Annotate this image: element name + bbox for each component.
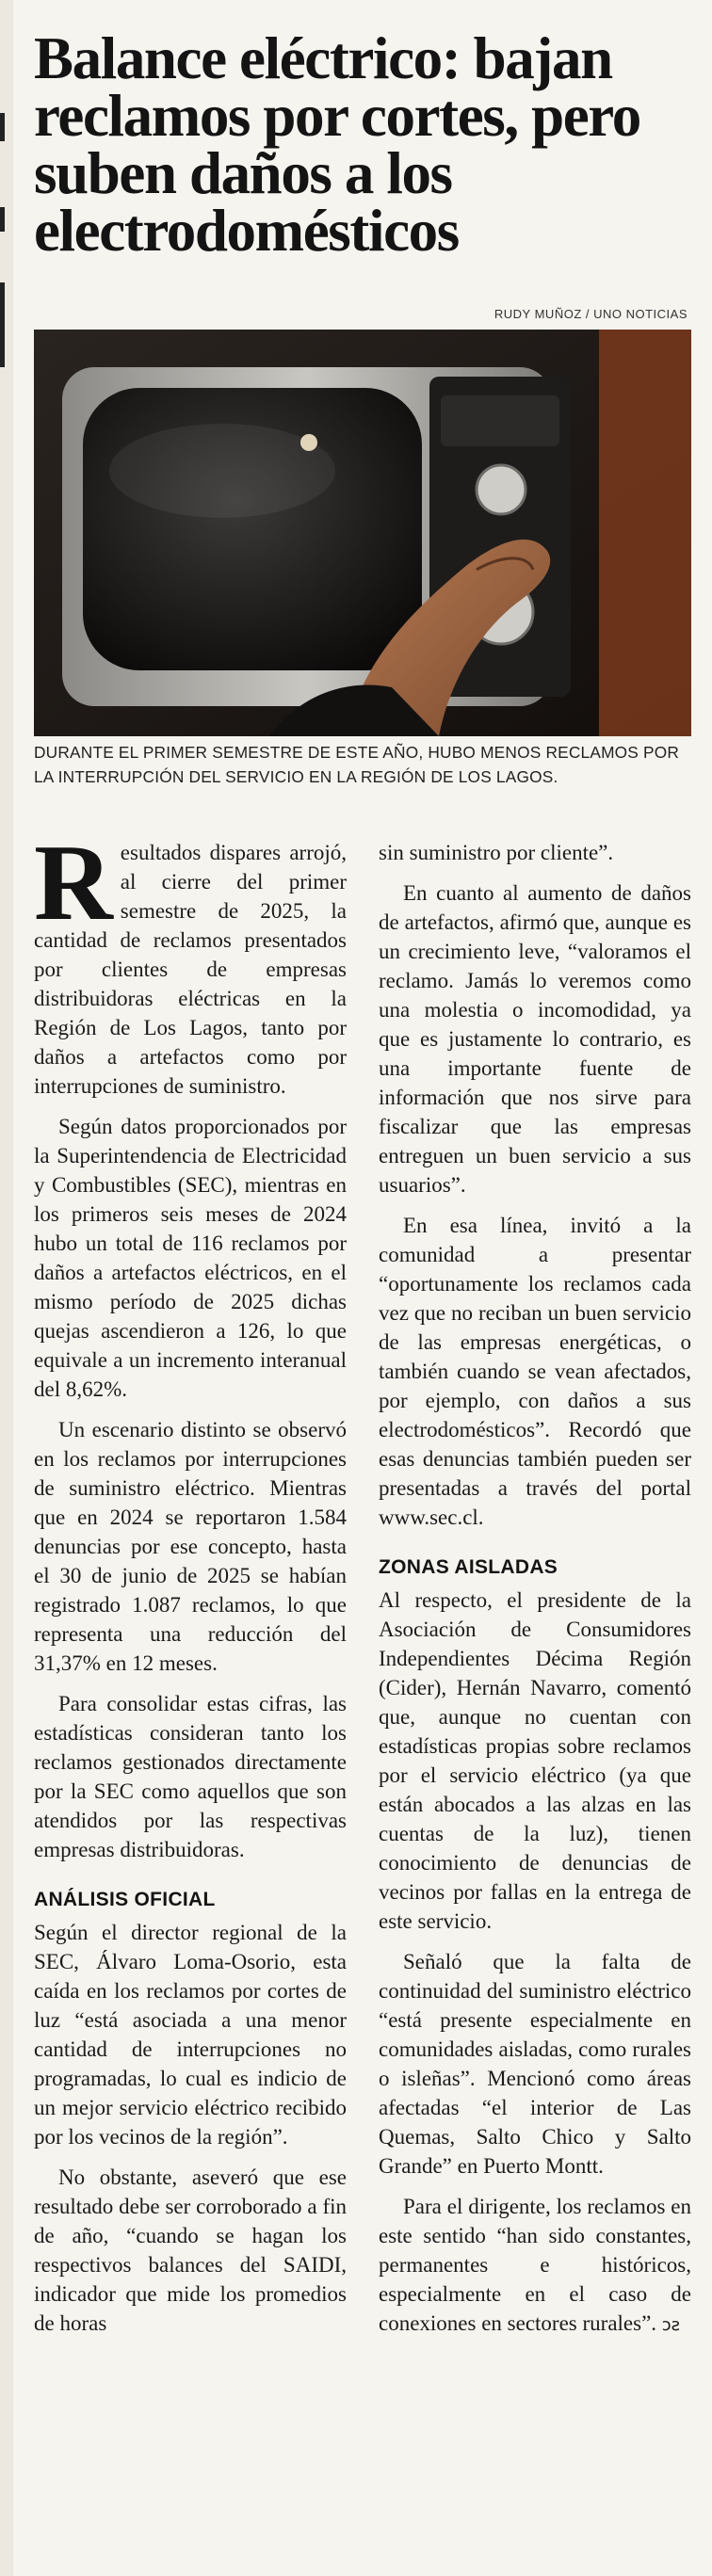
photo-caption: DURANTE EL PRIMER SEMESTRE DE ESTE AÑO, HUBO MENOS RECLAMOS POR LA INTERRUPCIÓN DEL SERVICIO EN LA REGIÓN DE LOS LAGOS. xyxy=(34,743,680,786)
paragraph: Un escenario distinto se observó en los reclamos por interrupciones de suministro eléctrico. Mientras que en 2024 se reportaron 1.584 denuncias por ese concepto, hasta el 30 de junio de 2025 se habían registrado 1.087 reclamos, lo que representa una reducción del 31,37% en 12 meses. xyxy=(34,1418,347,1675)
edge-mark xyxy=(0,282,5,367)
paragraph: Según datos proporcionados por la Superintendencia de Electricidad y Combustibles (SEC), mientras en los primeros seis meses de 2024 hubo un total de 116 reclamos por daños a artefactos eléctricos, en el mismo período de 2025 dichas quejas ascendieron a 126, lo que equivale a un incremento interanual del 8,62%. xyxy=(34,1115,347,1401)
article-column-2 xyxy=(379,838,691,2351)
paragraph: No obstante, aseveró que ese resultado debe ser corroborado a fin de año, “cuando se hagan los respectivos balances del SAIDI, indicador que mide los promedios de horas xyxy=(34,2165,347,2335)
paragraph: Señaló que la falta de continuidad del suministro eléctrico “está presente especialmente en comunidades aisladas, como rurales o isleñas”. Mencionó como áreas afectadas “el interior de Las Quemas, Salto Chico y Salto Grande” en Puerto Montt. xyxy=(379,1950,691,2178)
paragraph-text: Para el dirigente, los reclamos en este sentido “han sido constantes, permanentes e históricos, especialmente en el caso de conexiones en sectores rurales”. xyxy=(379,2195,691,2335)
article-photo xyxy=(34,330,691,736)
photo-credit: RUDY MUÑOZ / UNO NOTICIAS xyxy=(494,307,688,321)
edge-mark xyxy=(0,113,5,141)
article-column-1 xyxy=(34,823,347,2349)
page-edge xyxy=(0,0,13,2576)
edge-mark xyxy=(0,207,5,232)
paragraph xyxy=(379,2192,691,2340)
paragraph xyxy=(34,823,347,1101)
paragraph: Para consolidar estas cifras, las estadísticas consideran tanto los reclamos gestionados directamente por la SEC como aquellos que son atendidos por las respectivas empresas distribuidoras. xyxy=(34,1692,347,1861)
drop-cap: R xyxy=(34,823,113,943)
paragraph: En esa línea, invitó a la comunidad a presentar “oportunamente los reclamos cada vez que no reciban un buen servicio de las empresas energéticas, o también cuando se vean afectados, por ejemplo, con daños a sus electrodomésticos”. Recordó que esas denuncias también pueden ser presentadas a través del portal www.sec.cl. xyxy=(379,1214,691,1529)
end-mark-icon: ↄƨ xyxy=(661,2315,681,2335)
paragraph: Según el director regional de la SEC, Álvaro Loma-Osorio, esta caída en los reclamos por cortes de luz “está asociada a una menor cantidad de interrupciones no programadas, lo cual es indicio de un mejor servicio eléctrico recibido por los vecinos de la región”. xyxy=(34,1921,347,2149)
microwave-photo-illustration xyxy=(34,330,691,736)
paragraph: En cuanto al aumento de daños de artefactos, afirmó que, aunque es un crecimiento leve, “valoramos el reclamo. Jamás lo veremos como una molestia o incomodidad, ya que es justamente lo contrario, es una importante fuente de información que nos sirve para fiscalizar que las empresas entreguen un buen servicio a sus usuarios”. xyxy=(379,881,691,1197)
subheading: ZONAS AISLADAS xyxy=(379,1556,558,1578)
paragraph: sin suministro por cliente”. xyxy=(379,841,614,864)
headline: Balance eléctrico: bajan reclamos por cortes, pero suben daños a los electrodomésticos xyxy=(34,25,640,264)
subheading: ANÁLISIS OFICIAL xyxy=(34,1889,216,1910)
paragraph: Al respecto, el presidente de la Asociación de Consumidores Independientes Décima Región (Cider), Hernán Navarro, comentó que, aunque no cuentan con estadísticas propias sobre reclamos por el servicio eléctrico (ya que están abocados a las alzas en las cuentas de la luz), tienen conocimiento de denuncias de vecinos por fallas en la entrega de este servicio. xyxy=(379,1588,691,1933)
paragraph-text: esultados dispares arrojó, al cierre del primer semestre de 2025, la cantidad de reclamos presentados por clientes de empresas distribuidoras eléctricas en la Región de Los Lagos, tanto por daños a artefactos como por interrupciones de suministro. xyxy=(34,841,347,1098)
